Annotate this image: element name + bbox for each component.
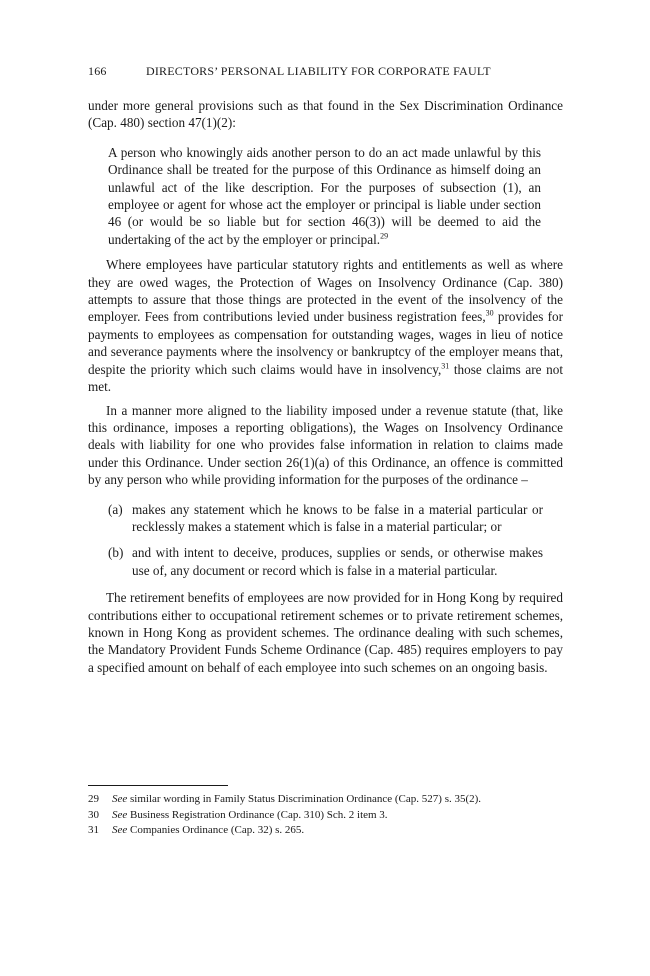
footnote-see: See: [112, 793, 128, 805]
footnote-29: [88, 792, 563, 808]
paragraph-retirement-benefits: The retirement benefits of employees are now provided for in Hong Kong by required contributions either to occupational retirement schemes or to private retirement schemes, known in Hong Kong as provident schemes. The ordinance dealing with such schemes, the Mandatory Provident Funds Scheme Ordinance (Cap. 485) requires employers to pay a specified amount on behalf of each employee into such schemes on an ongoing basis.: [88, 590, 563, 675]
footnote-30: [88, 808, 563, 824]
paragraph-false-information: In a manner more aligned to the liability imposed under a revenue statute (that, like this ordinance, imposes a reporting obligations), the Wages on Insolvency Ordinance deals with liability for one who provides false information in relation to claims made under this Ordinance. Under section 26(1)(a) of this Ordinance, an offence is committed by any person who while providing information for the purposes of the ordinance –: [88, 402, 563, 488]
footnote-divider: [88, 785, 228, 786]
list-item: [108, 501, 543, 536]
list-item-text: and with intent to deceive, produces, supplies or sends, or otherwise makes use of, any document or record which is false in a material particular.: [132, 545, 543, 578]
paragraph-text: Where employees have particular statutory rights and entitlements as well as where they are owed wages, the Protection of Wages on Insolvency Ordinance (Cap. 380) attempts to assure that those things are protected in the event of the insolvency of the employer. Fees from contributions levied under business registration fees,: [88, 257, 563, 325]
footnote-number: 31: [88, 824, 99, 836]
footnote-ref-30[interactable]: 30: [485, 309, 494, 319]
running-title: DIRECTORS’ PERSONAL LIABILITY FOR CORPORATE FAULT: [146, 64, 491, 78]
footnote-number: 30: [88, 808, 99, 821]
footnotes: [88, 792, 563, 839]
list-marker: (a): [108, 501, 123, 517]
footnote-ref-31[interactable]: 31: [441, 361, 450, 371]
running-header: [88, 64, 563, 79]
list-item: [108, 544, 543, 579]
paragraph-wages-insolvency: [88, 256, 563, 395]
paragraph-text: provides for payments to employees as compensation for outstanding wages, wages in lieu of notice and severance payments where the insolvency or bankruptcy of the employer means that, despite the priority which such claims would have in insolvency,: [88, 309, 563, 377]
footnote-ref-29[interactable]: 29: [380, 231, 389, 241]
footnote-see: See: [112, 808, 128, 821]
paragraph-text: those claims are not met.: [88, 361, 563, 395]
footnote-text: similar wording in Family Status Discrimination Ordinance (Cap. 527) s. 35(2).: [127, 793, 482, 805]
footnote-text: Business Registration Ordinance (Cap. 310) Sch. 2 item 3.: [127, 808, 388, 821]
offence-list: [108, 501, 543, 580]
footnote-text: Companies Ordinance (Cap. 32) s. 265.: [127, 824, 305, 836]
body-text: [88, 97, 563, 676]
list-marker: (b): [108, 545, 124, 561]
block-quote: [108, 144, 541, 248]
quote-text: A person who knowingly aids another person to do an act made unlawful by this Ordinance shall be treated for the purpose of this Ordinance as himself doing an unlawful act of the like description. For the purposes of subsection (1), an employee or agent for whose act the employer or principal is liable under section 46 (or would be so liable but for section 46(3)) will be deemed to aid the undertaking of the act by the employer or principal.: [108, 144, 541, 247]
page-number: 166: [88, 64, 107, 78]
footnote-see: See: [112, 824, 128, 836]
intro-paragraph: under more general provisions such as that found in the Sex Discrimination Ordinance (Cap. 480) section 47(1)(2):: [88, 98, 563, 131]
footnote-number: 29: [88, 793, 99, 805]
list-item-text: makes any statement which he knows to be false in a material particular or recklessly makes a statement which is false in a material particular; or: [132, 501, 543, 534]
footnote-31: [88, 823, 563, 839]
